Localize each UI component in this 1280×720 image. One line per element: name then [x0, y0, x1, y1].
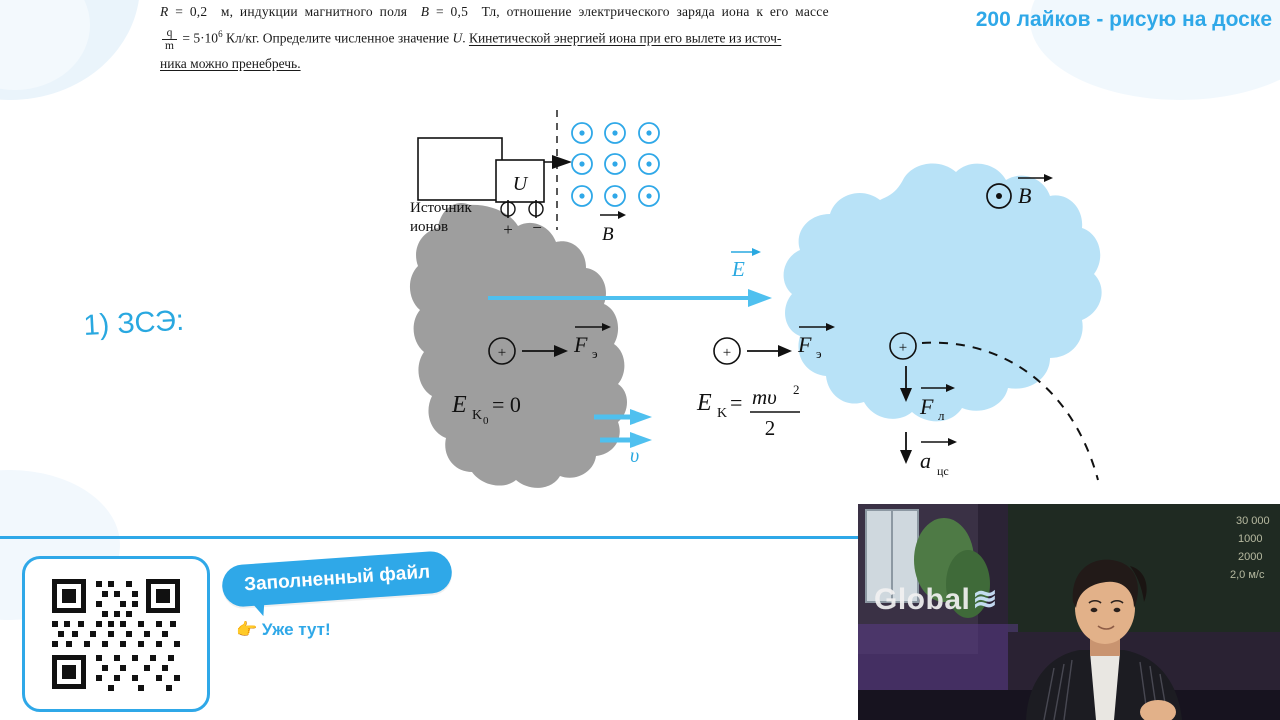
svg-text:1000: 1000 [1238, 533, 1263, 545]
problem-line-2: $\frac{q}{m}$ = $5\cdot 10^6$ Кл/кг. Определите численное значение U. Кинетической энергией иона при его вылете из источ- [160, 27, 920, 52]
qr-code-icon [46, 575, 186, 693]
svg-text:F: F [920, 394, 934, 419]
svg-text:цс: цс [937, 464, 949, 478]
problem-underlined-part-2: ника можно пренебречь. [160, 56, 301, 72]
svg-text:K: K [717, 406, 728, 421]
svg-text:2000: 2000 [1238, 551, 1263, 563]
b-vector-label-left [600, 211, 626, 245]
source-box [418, 138, 502, 200]
svg-text:E: E [452, 392, 467, 418]
svg-text:30 000: 30 000 [1236, 515, 1270, 527]
svg-text:E: E [732, 257, 745, 281]
svg-text:2: 2 [793, 382, 800, 397]
stream-title: 200 лайков - рисую на доске [975, 8, 1272, 31]
svg-text:B: B [1018, 183, 1032, 208]
e-vector-label [731, 248, 761, 281]
minus-sign-label: − [532, 218, 542, 237]
magnetic-field-dots-grid [572, 123, 659, 206]
circuit-arrowhead [552, 155, 572, 169]
svg-text:F: F [574, 332, 588, 357]
svg-text:+: + [898, 340, 908, 356]
svg-text:+: + [497, 345, 507, 361]
global-logo-text: Global [874, 583, 971, 616]
problem-underlined-part-1: Кинетической энергией иона при его вылете из источ- [468, 30, 782, 46]
centripetal-acceleration-vector [900, 432, 957, 478]
filled-file-badge: Заполненный файл [221, 550, 454, 608]
svg-text:a: a [920, 448, 931, 473]
svg-text:э: э [592, 346, 598, 361]
svg-text:E: E [697, 390, 712, 416]
svg-text:υ: υ [630, 445, 640, 467]
svg-text:э: э [816, 346, 822, 361]
svg-text:+: + [722, 345, 732, 361]
svg-text:2: 2 [764, 416, 776, 440]
svg-text:л: л [938, 408, 945, 423]
kinetic-energy-formula [696, 382, 800, 440]
qr-code-card[interactable] [22, 556, 210, 712]
svg-text:=: = [730, 390, 743, 415]
already-here-label: 👉 Уже тут! [236, 620, 331, 639]
voltage-label: U [512, 173, 528, 195]
plus-sign-label: + [503, 220, 513, 239]
global-logo-bars-icon: ≋ [972, 583, 998, 616]
fraction-numerator: q [162, 27, 177, 40]
svg-text:F: F [798, 332, 812, 357]
svg-text:0: 0 [483, 415, 489, 427]
webcam-overlay[interactable] [858, 504, 1280, 720]
svg-text:B: B [602, 224, 614, 245]
velocity-arrows [594, 409, 652, 467]
svg-text:2,0 м/с: 2,0 м/с [1230, 569, 1265, 581]
source-label-line2: ионов [410, 219, 449, 235]
blue-cloud-region [784, 163, 1102, 421]
svg-text:K: K [472, 408, 483, 423]
svg-text:= 0: = 0 [492, 392, 521, 417]
source-label-line1: Источник [410, 200, 472, 216]
note-step-1: 1) ЗСЭ: [82, 304, 185, 342]
fraction-denominator: m [165, 39, 174, 52]
problem-line-1: R = 0,2 м, индукции магнитного поля B = 0,5 Тл, отношение электрического заряда иона к его массе [160, 4, 829, 19]
global-logo [874, 582, 998, 617]
svg-text:mυ: mυ [752, 385, 777, 409]
